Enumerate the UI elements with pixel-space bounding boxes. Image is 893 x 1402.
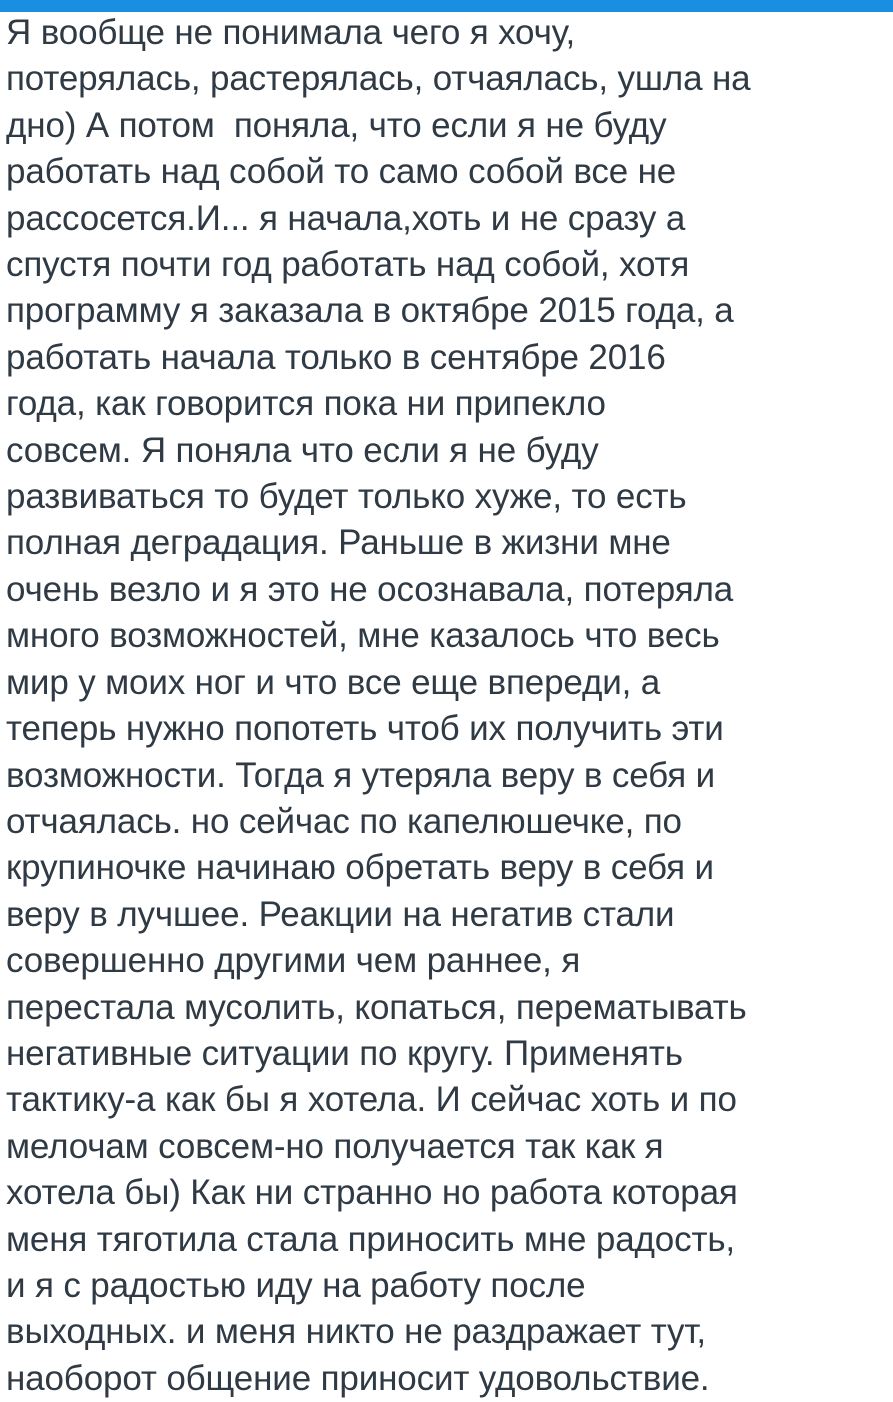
message-line: потерялась, растерялась, отчаялась, ушла на [6,59,751,99]
message-line: отчаялась. но сейчас по капелюшечке, по [6,801,682,841]
message-line: спустя почти год работать над собой, хотя [6,245,690,285]
message-line: негативные ситуации по кругу. Применять [6,1033,683,1073]
message-line: рассосется.И... я начала,хоть и не сразу а [6,198,686,238]
message-line: теперь нужно попотеть чтоб их получить эти [6,709,724,749]
message-line: полная деградация. Раньше в жизни мне [6,523,671,563]
message-line: работать над собой то само собой все не [6,152,677,192]
message-line: выходных. и меня никто не раздражает тут, [6,1312,706,1352]
message-line: очень везло и я это не осознавала, потеряла [6,569,734,609]
message-line: дно) А потом поняла, что если я не буду [6,105,667,145]
message-line: программу я заказала в октябре 2015 года, а [6,291,734,331]
message-line: мир у моих ног и что все еще впереди, а [6,662,661,702]
message-line: хотела бы) Как ни странно но работа которая [6,1173,738,1213]
message-line: и я с радостью иду на работу после [6,1265,586,1305]
message-line: Я вообще не понимала чего я хочу, [6,13,576,52]
message-line: меня тяготила стала приносить мне радость, [6,1219,736,1259]
message-text [6,10,886,1402]
message-line: веру в лучшее. Реакции на негатив стали [6,894,675,934]
message-line: совсем. Я поняла что если я не буду [6,430,599,470]
message-line: года, как говорится пока ни припекло [6,384,606,424]
message-line: тактику-а как бы я хотела. И сейчас хоть и по [6,1080,737,1120]
message-line: наоборот общение приносит удовольствие. [6,1358,710,1398]
message-line: возможности. Тогда я утеряла веру в себя и [6,755,716,795]
message-line: работать начала только в сентябре 2016 [6,337,666,377]
message-line: мелочам совсем-но получается так как я [6,1126,664,1166]
message-line: крупиночке начинаю обретать веру в себя и [6,848,714,888]
message-line: перестала мусолить, копаться, перематывать [6,987,747,1027]
message-line: много возможностей, мне казалось что весь [6,616,720,656]
message-line: совершенно другими чем раннее, я [6,941,581,981]
message-line: развиваться то будет только хуже, то есть [6,477,687,517]
